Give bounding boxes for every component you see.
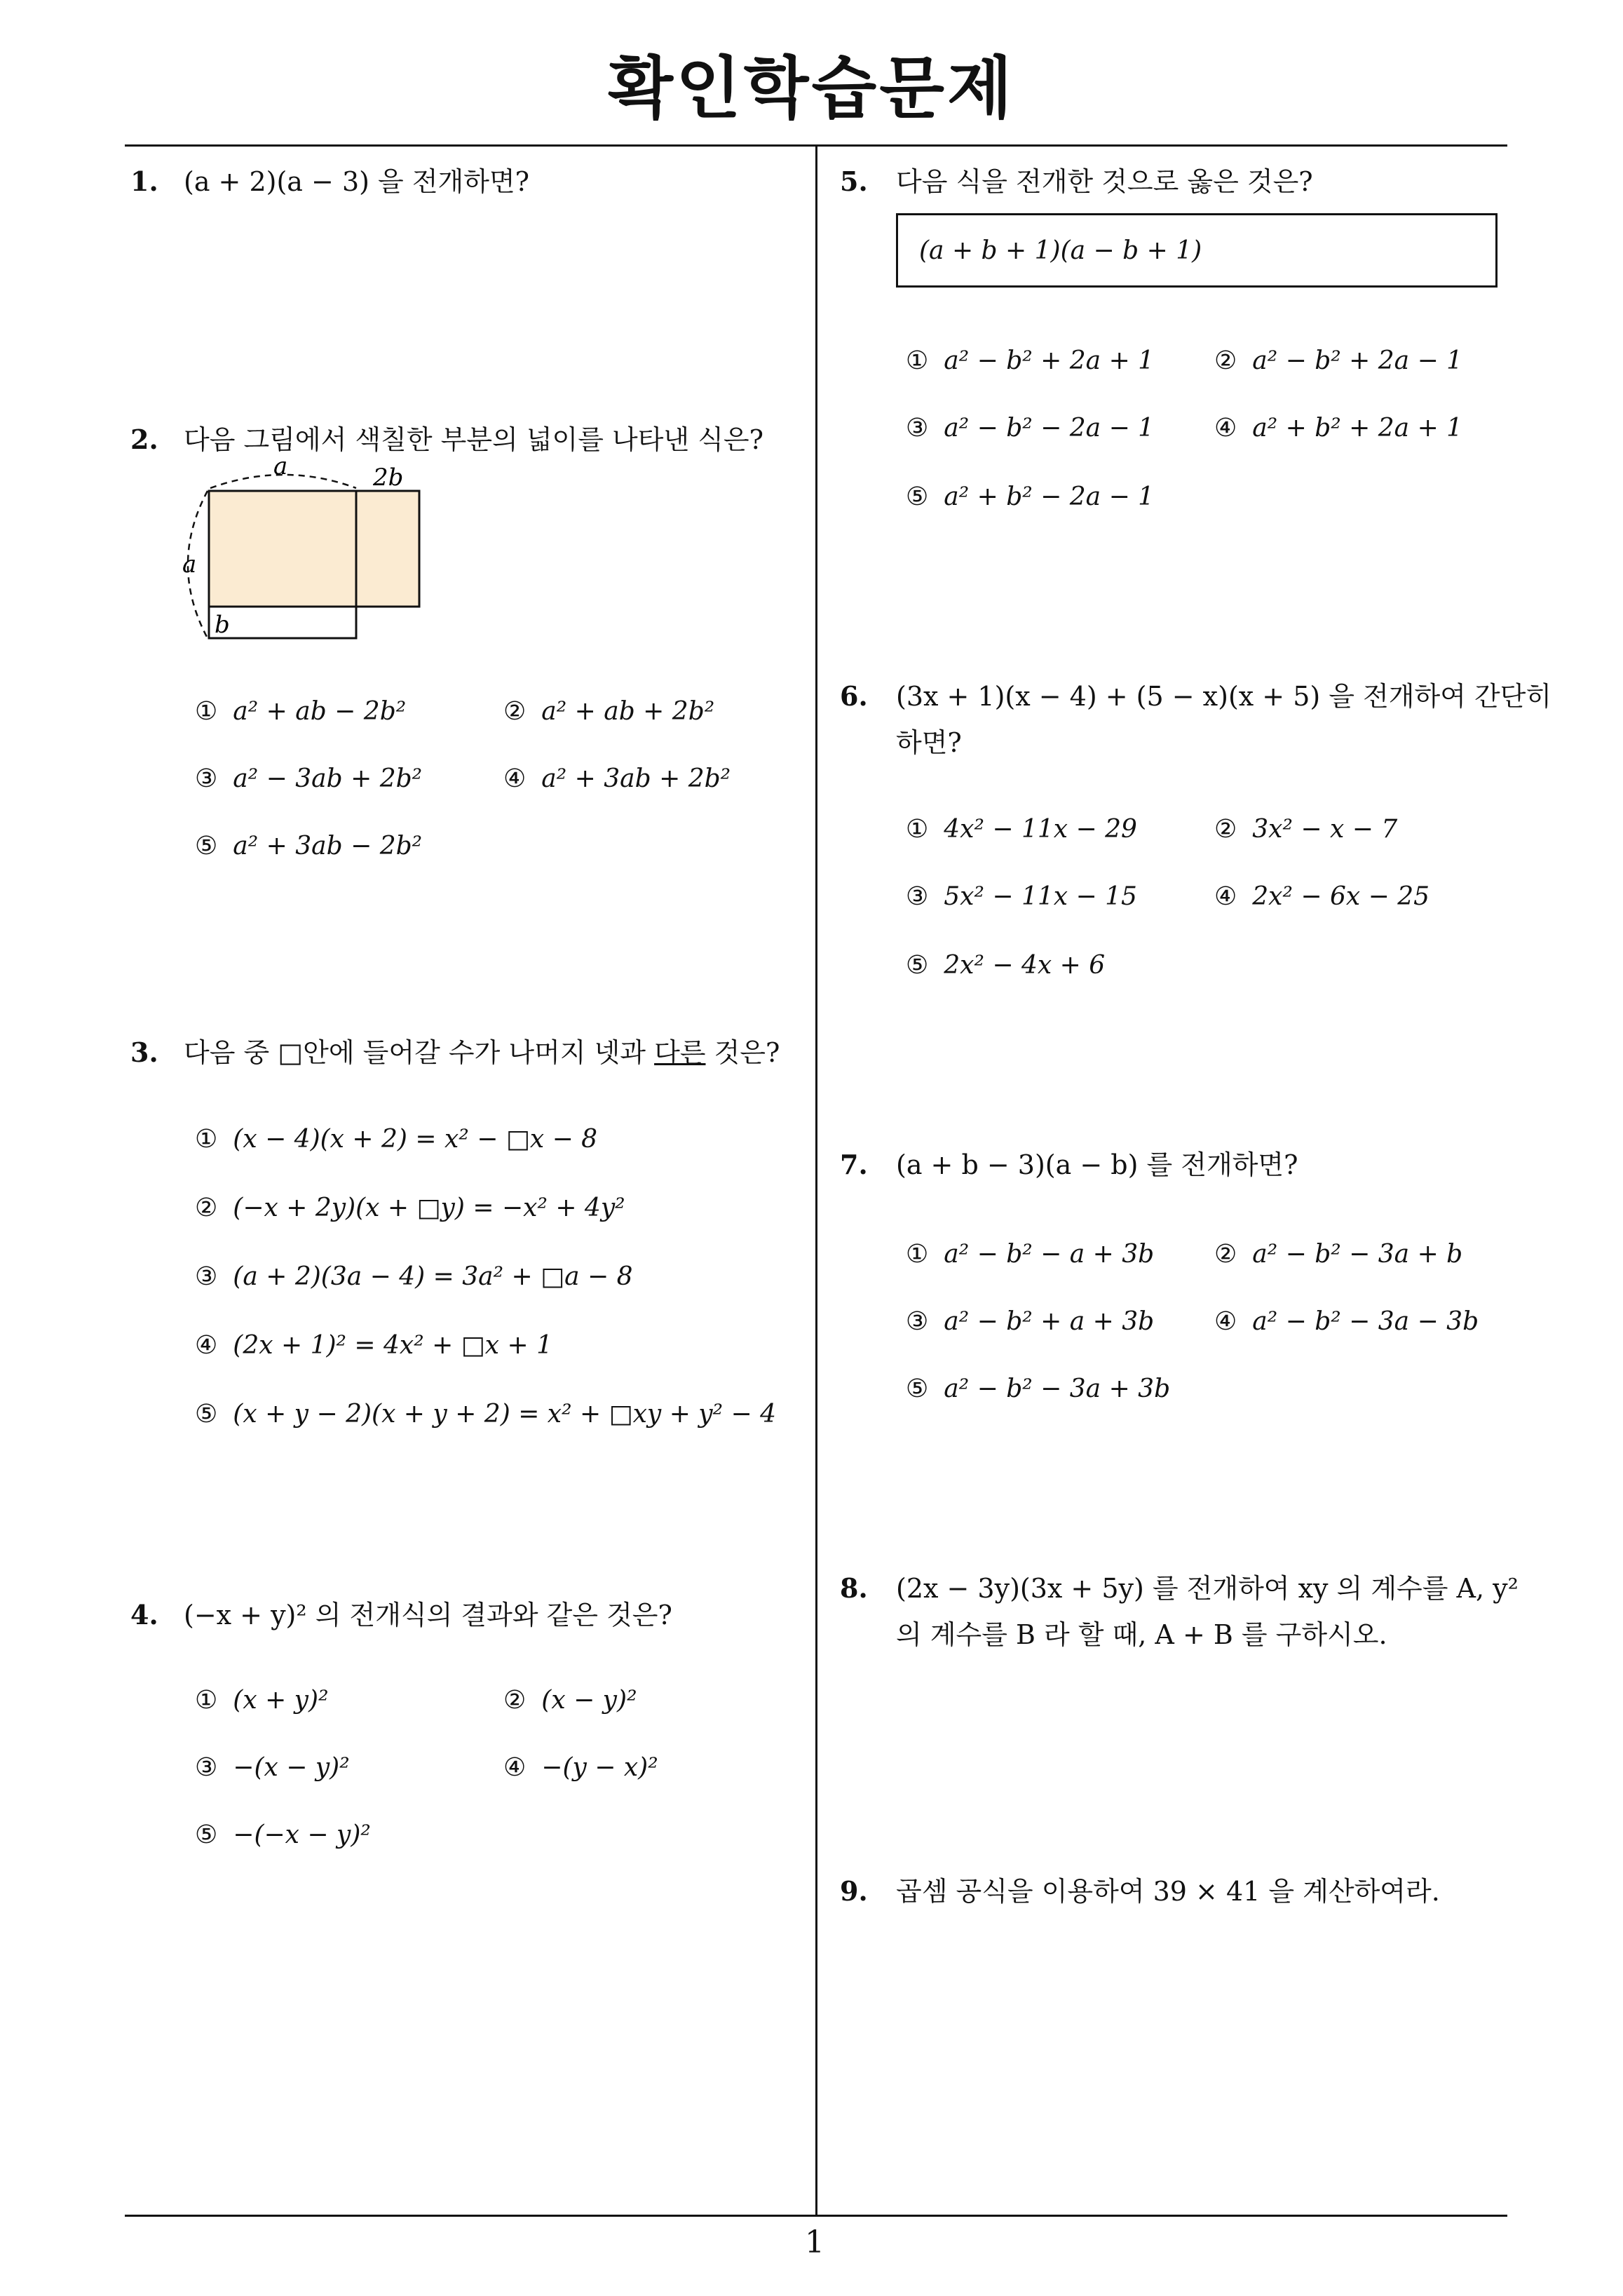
option-mark: ② [1214, 346, 1237, 375]
option-3[interactable] [195, 1753, 350, 1782]
option-1[interactable] [906, 1240, 1154, 1269]
option-mark: ④ [503, 1753, 527, 1782]
option-3[interactable] [906, 1307, 1154, 1336]
option-2[interactable] [1214, 346, 1462, 375]
problem-text-line1: (2x − 3y)(3x + 5y) 를 전개하여 xy 의 계수를 A, y² [896, 1573, 1519, 1604]
option-5[interactable] [906, 1375, 1170, 1403]
label-bottom-b: b [215, 611, 230, 639]
option-text: a² − b² + a + 3b [944, 1307, 1155, 1336]
option-text: a² − b² − 3a + 3b [944, 1375, 1171, 1403]
option-4[interactable] [1214, 414, 1462, 443]
option-mark: ③ [195, 1753, 218, 1782]
option-text: a² + ab − 2b² [233, 697, 407, 726]
boxed-expression: (a + b + 1)(a − b + 1) [919, 236, 1202, 265]
option-mark: ② [195, 1194, 218, 1222]
problem-number: 4. [130, 1599, 158, 1630]
option-mark: ⑤ [195, 1400, 218, 1429]
option-3[interactable] [195, 1262, 633, 1291]
option-text: (x − y)² [541, 1686, 637, 1715]
option-4[interactable] [1214, 882, 1430, 911]
option-4[interactable] [195, 1331, 552, 1360]
option-2[interactable] [503, 1686, 637, 1715]
problem-number: 6. [840, 680, 868, 712]
option-text: −(−x − y)² [233, 1821, 371, 1849]
option-text: 3x² − x − 7 [1252, 815, 1398, 844]
problem-number: 7. [840, 1149, 868, 1180]
footer-rule [125, 2215, 1507, 2217]
option-text: a² + b² − 2a − 1 [944, 482, 1155, 511]
option-2[interactable] [1214, 815, 1397, 844]
option-mark: ② [503, 697, 527, 726]
option-mark: ① [195, 697, 218, 726]
underlined-word: 다른 [654, 1037, 706, 1068]
problem-text-part: 것은? [705, 1037, 780, 1068]
option-text: a² − 3ab + 2b² [233, 764, 423, 793]
option-1[interactable] [906, 346, 1154, 375]
option-mark: ④ [1214, 1307, 1237, 1336]
option-5[interactable] [195, 1821, 371, 1849]
problem-text: 다음 그림에서 색칠한 부분의 넓이를 나타낸 식은? [184, 424, 764, 455]
option-text: a² + 3ab + 2b² [541, 764, 731, 793]
option-text: (x − 4)(x + 2) = x² − □x − 8 [233, 1125, 598, 1154]
problem-text: 곱셈 공식을 이용하여 39 × 41 을 계산하여라. [896, 1876, 1440, 1907]
option-3[interactable] [195, 764, 422, 793]
option-text: (a + 2)(3a − 4) = 3a² + □a − 8 [233, 1262, 633, 1291]
problem-number: 1. [130, 166, 158, 197]
option-text: −(y − x)² [541, 1753, 658, 1782]
option-mark: ⑤ [906, 951, 929, 980]
option-1[interactable] [195, 697, 406, 726]
option-5[interactable] [195, 1400, 776, 1429]
option-mark: ① [906, 815, 929, 844]
option-text: −(x − y)² [233, 1753, 350, 1782]
option-text: a² + 3ab − 2b² [233, 832, 423, 860]
option-text: (−x + 2y)(x + □y) = −x² + 4y² [233, 1194, 625, 1222]
option-text: (x + y)² [233, 1686, 329, 1715]
problem-text-part: 다음 중 □안에 들어갈 수가 나머지 넷과 [184, 1037, 655, 1068]
problem-number: 9. [840, 1875, 868, 1907]
problem-text: (a + 2)(a − 3) 을 전개하면? [184, 166, 530, 197]
option-mark: ③ [906, 882, 929, 911]
problem-text-line2: 의 계수를 B 라 할 때, A + B 를 구하시오. [896, 1619, 1387, 1650]
problem-number: 5. [840, 166, 868, 197]
option-text: 4x² − 11x − 29 [944, 815, 1137, 844]
option-5[interactable] [906, 951, 1105, 980]
problem-number: 3. [130, 1036, 158, 1068]
problem-text: (a + b − 3)(a − b) 를 전개하면? [896, 1149, 1298, 1180]
option-text: a² − b² − 2a − 1 [944, 414, 1155, 443]
problem-text-line2: 하면? [896, 727, 962, 758]
option-mark: ① [906, 1240, 929, 1269]
problem-number: 8. [840, 1572, 868, 1604]
option-3[interactable] [906, 414, 1154, 443]
option-mark: ⑤ [906, 482, 929, 511]
option-mark: ② [1214, 1240, 1237, 1269]
page-title: 확인학습문제 [608, 49, 1015, 128]
problem-number: 2. [130, 424, 158, 455]
option-text: a² + ab + 2b² [541, 697, 715, 726]
option-mark: ② [503, 1686, 527, 1715]
option-2[interactable] [503, 697, 714, 726]
option-mark: ⑤ [906, 1375, 929, 1403]
area-figure [161, 449, 442, 652]
label-top-a: a [273, 452, 288, 480]
option-text: a² + b² + 2a + 1 [1252, 414, 1463, 443]
option-mark: ③ [906, 414, 929, 443]
option-mark: ① [195, 1686, 218, 1715]
option-mark: ④ [1214, 882, 1237, 911]
option-2[interactable] [195, 1194, 625, 1222]
column-divider [815, 144, 817, 2216]
option-mark: ④ [1214, 414, 1237, 443]
option-text: 5x² − 11x − 15 [944, 882, 1137, 911]
option-text: a² − b² + 2a + 1 [944, 346, 1155, 375]
option-mark: ③ [195, 764, 218, 793]
option-text: a² − b² − 3a + b [1252, 1240, 1463, 1269]
page-number: 1 [805, 2224, 824, 2260]
problem-text-line1: (3x + 1)(x − 4) + (5 − x)(x + 5) 을 전개하여 간단히 [896, 681, 1552, 712]
option-text: 2x² − 4x + 6 [944, 951, 1106, 980]
option-1[interactable] [906, 815, 1137, 844]
option-text: a² − b² − 3a − 3b [1252, 1307, 1479, 1336]
option-mark: ③ [195, 1262, 218, 1291]
option-mark: ③ [906, 1307, 929, 1336]
option-text: 2x² − 6x − 25 [1252, 882, 1430, 911]
expression-box [896, 213, 1498, 288]
option-mark: ④ [195, 1331, 218, 1360]
option-3[interactable] [906, 882, 1137, 911]
option-2[interactable] [1214, 1240, 1462, 1269]
label-top-2b: 2b [373, 464, 404, 492]
option-mark: ① [906, 346, 929, 375]
option-4[interactable] [503, 764, 731, 793]
option-5[interactable] [906, 482, 1154, 511]
option-mark: ⑤ [195, 1821, 218, 1849]
option-text: a² − b² + 2a − 1 [1252, 346, 1463, 375]
option-mark: ④ [503, 764, 527, 793]
option-text: a² − b² − a + 3b [944, 1240, 1155, 1269]
shaded-region [209, 491, 419, 607]
option-4[interactable] [503, 1753, 658, 1782]
option-text: (2x + 1)² = 4x² + □x + 1 [233, 1331, 552, 1360]
option-4[interactable] [1214, 1307, 1479, 1336]
problem-text: (−x + y)² 의 전개식의 결과와 같은 것은? [184, 1600, 672, 1630]
option-mark: ② [1214, 815, 1237, 844]
problem-text: 다음 식을 전개한 것으로 옳은 것은? [896, 166, 1313, 197]
option-text: (x + y − 2)(x + y + 2) = x² + □xy + y² − 4 [233, 1400, 777, 1429]
option-5[interactable] [195, 832, 422, 860]
label-left-a: a [182, 551, 197, 579]
option-1[interactable] [195, 1686, 329, 1715]
option-mark: ① [195, 1125, 218, 1154]
problem-text [184, 1029, 780, 1076]
option-mark: ⑤ [195, 832, 218, 860]
option-1[interactable] [195, 1125, 597, 1154]
